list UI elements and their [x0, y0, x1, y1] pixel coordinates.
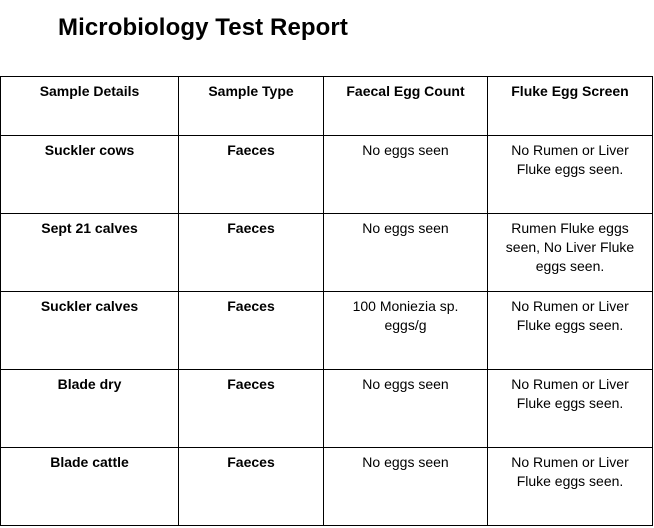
table-row: [1, 292, 653, 370]
cell-sample-type: Faeces: [179, 214, 324, 292]
cell-sample-type: Faeces: [179, 136, 324, 214]
cell-fluke-egg-screen: No Rumen or Liver Fluke eggs seen.: [488, 448, 653, 526]
cell-faecal-egg-count: No eggs seen: [324, 448, 488, 526]
table-row: [1, 448, 653, 526]
table-header-row: [1, 77, 653, 136]
table-row: [1, 214, 653, 292]
cell-fluke-egg-screen: No Rumen or Liver Fluke eggs seen.: [488, 292, 653, 370]
cell-sample-details: Suckler cows: [1, 136, 179, 214]
header-sample-type: Sample Type: [179, 77, 324, 136]
cell-sample-details: Sept 21 calves: [1, 214, 179, 292]
cell-faecal-egg-count: No eggs seen: [324, 370, 488, 448]
cell-sample-type: Faeces: [179, 370, 324, 448]
results-table: [0, 76, 653, 526]
cell-fluke-egg-screen: No Rumen or Liver Fluke eggs seen.: [488, 370, 653, 448]
cell-faecal-egg-count: No eggs seen: [324, 214, 488, 292]
cell-faecal-egg-count: No eggs seen: [324, 136, 488, 214]
report-title: Microbiology Test Report: [58, 14, 348, 41]
table-row: [1, 136, 653, 214]
cell-fluke-egg-screen: No Rumen or Liver Fluke eggs seen.: [488, 136, 653, 214]
header-sample-details: Sample Details: [1, 77, 179, 136]
header-fluke-egg-screen: Fluke Egg Screen: [488, 77, 653, 136]
cell-sample-details: Blade cattle: [1, 448, 179, 526]
cell-fluke-egg-screen: Rumen Fluke eggs seen, No Liver Fluke eggs seen.: [488, 214, 653, 292]
cell-sample-details: Blade dry: [1, 370, 179, 448]
table-row: [1, 370, 653, 448]
cell-sample-type: Faeces: [179, 448, 324, 526]
cell-sample-type: Faeces: [179, 292, 324, 370]
cell-faecal-egg-count: 100 Moniezia sp. eggs/g: [324, 292, 488, 370]
cell-sample-details: Suckler calves: [1, 292, 179, 370]
header-faecal-egg-count: Faecal Egg Count: [324, 77, 488, 136]
